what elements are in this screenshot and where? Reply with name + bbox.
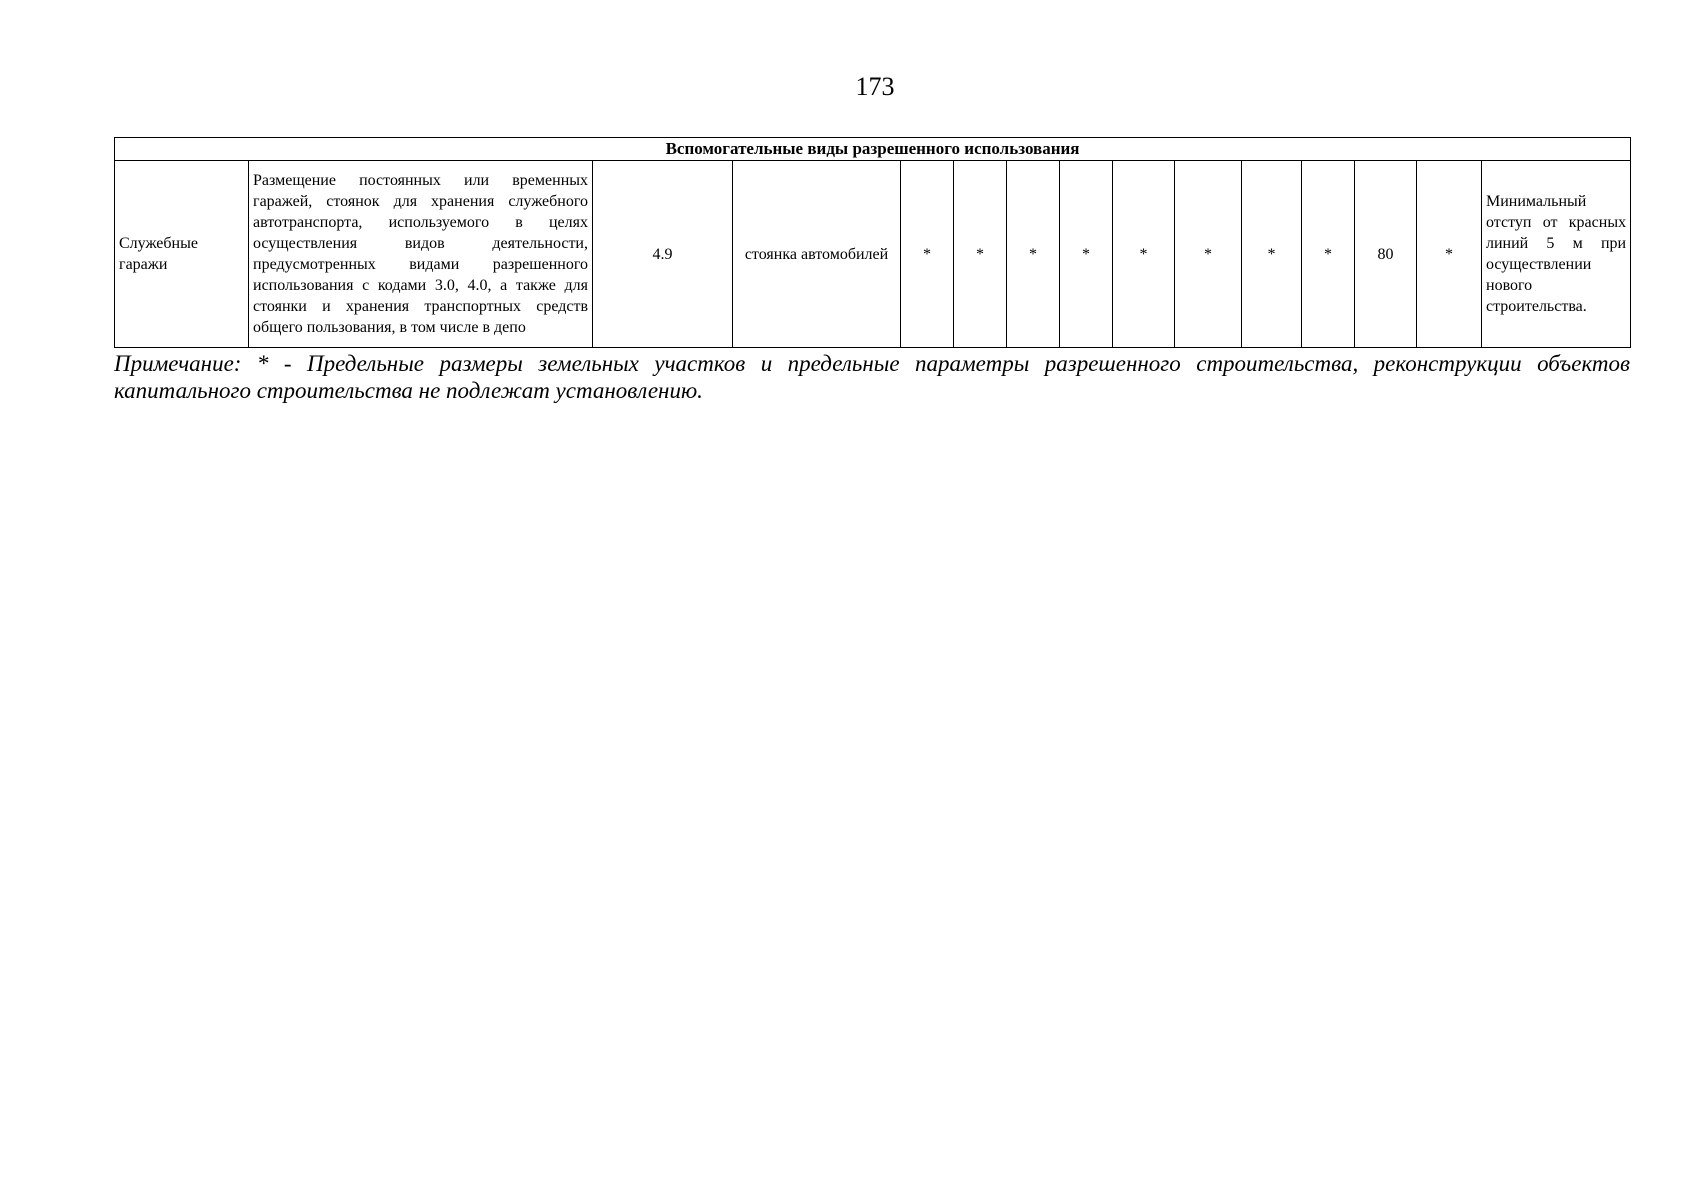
- param-cell: 80: [1355, 161, 1417, 348]
- use-description-cell: Размещение постоянных или временных гаражей, стоянок для хранения служебного автотранспорта, используемого в целях осуществления видов деятельности, предусмотренных видами разрешенного использования с кодами 3.0, 4.0, а также для стоянки и хранения транспортных средств общего пользования, в том числе в депо: [249, 161, 593, 348]
- use-name-cell: Служебные гаражи: [115, 161, 249, 348]
- param-cell: *: [954, 161, 1007, 348]
- table-row: [115, 161, 1631, 348]
- use-object-cell: стоянка автомобилей: [733, 161, 901, 348]
- section-title: Вспомогательные виды разрешенного использования: [115, 138, 1631, 161]
- param-cell: *: [1417, 161, 1482, 348]
- param-cell: *: [901, 161, 954, 348]
- table-footnote: Примечание: * - Предельные размеры земельных участков и предельные параметры разрешенного строительства, реконструкции объектов капитального строительства не подлежат установлению.: [114, 351, 1630, 403]
- page-number: 173: [855, 72, 895, 101]
- land-use-table: [114, 137, 1631, 348]
- use-code-cell: 4.9: [593, 161, 733, 348]
- use-note-cell: Минимальный отступ от красных линий 5 м при осуществлении нового строительства.: [1482, 161, 1631, 348]
- param-cell: *: [1242, 161, 1302, 348]
- param-cell: *: [1175, 161, 1242, 348]
- section-header-row: [115, 138, 1631, 161]
- param-cell: *: [1302, 161, 1355, 348]
- param-cell: *: [1007, 161, 1060, 348]
- param-cell: *: [1113, 161, 1175, 348]
- param-cell: *: [1060, 161, 1113, 348]
